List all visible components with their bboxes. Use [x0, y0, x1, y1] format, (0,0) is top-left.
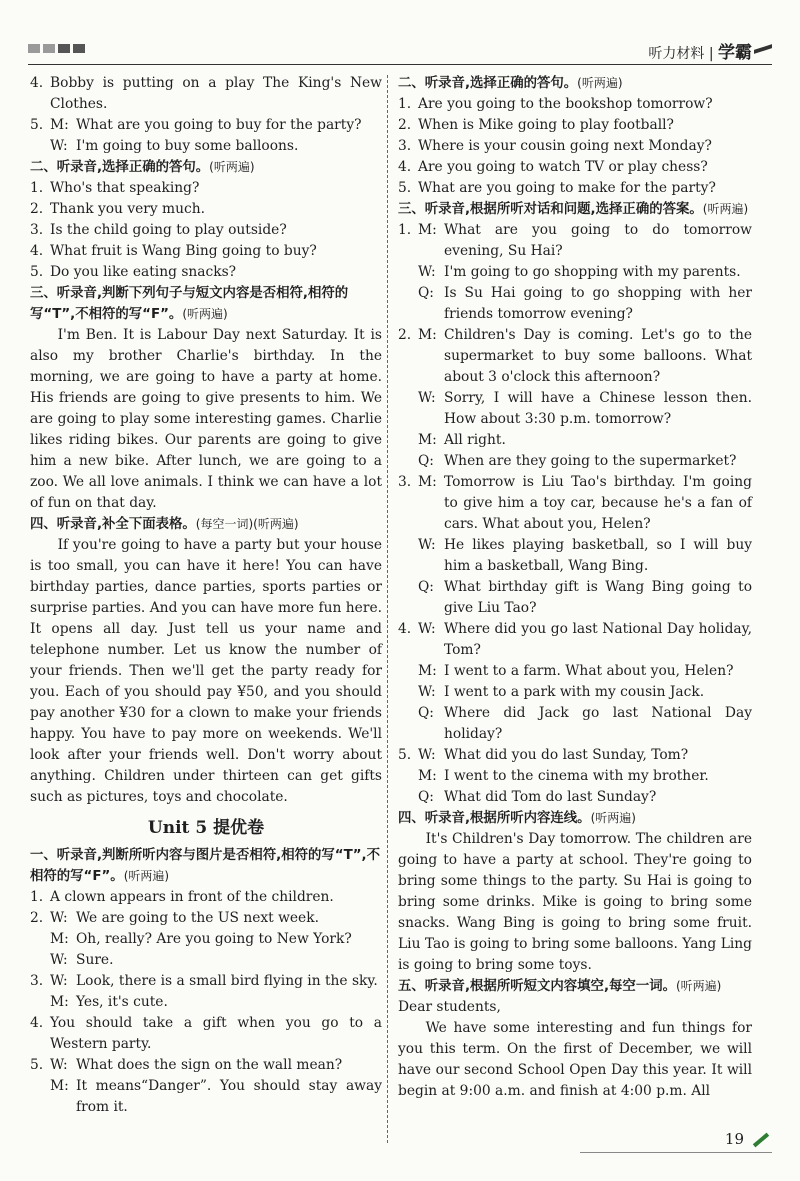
dialogue-line: Q: Where did Jack go last National Day holiday? [418, 705, 752, 742]
list-item: 4. Bobby is putting on a play The King's New Clothes. [30, 75, 382, 112]
dialogue-line: M: Oh, really? Are you going to New York? [50, 931, 352, 947]
list-item: 5. Do you like eating snacks? [30, 264, 237, 280]
page-footer [725, 1130, 770, 1148]
passage: I'm Ben. It is Labour Day next Saturday. It is also my brother Charlie's birthday. In the morning, we are going to have a party at home. His friends are going to give presents to him. We are going to play some interesting games. Charlie likes riding bikes. Our parents are going to give him a new bike. After lunch, we are going to a zoo. We all love animals. I think we can have a lot of fun on that day. [30, 327, 382, 511]
dialogue-line: 3. W: Look, there is a small bird flying in the sky. [30, 973, 378, 989]
dialogue-line: 1. A clown appears in front of the children. [30, 889, 334, 905]
dialogue-line: W: I went to a park with my cousin Jack. [418, 684, 705, 700]
section-heading: 二、听录音,选择正确的答句。(听两遍) [398, 76, 623, 91]
column-divider [387, 75, 388, 1143]
section-heading: 四、听录音,补全下面表格。(每空一词)(听两遍) [30, 517, 299, 532]
header-rule [28, 64, 772, 65]
section-heading: 五、听录音,根据所听短文内容填空,每空一词。(听两遍) [398, 979, 722, 994]
header-brand: 学霸 [718, 43, 752, 63]
list-item: 4. Are you going to watch TV or play chess? [398, 159, 708, 175]
header-decoration [28, 44, 85, 53]
dialogue-line: 1. M: What are you going to do tomorrow evening, Su Hai? [398, 222, 752, 259]
passage: It's Children's Day tomorrow. The children are going to have a party at school. They're going to bring some things to the party. Su Hai is going to bring some drinks. Mike is going to bring some snacks. Wang Bing is going to bring some fruit. Liu Tao is going to bring some balloons. Yang Ling is going to bring some toys. [398, 831, 752, 973]
dialogue-line: M: It means“Danger”. You should stay away from it. [50, 1078, 382, 1115]
section-heading: 二、听录音,选择正确的答句。(听两遍) [30, 160, 255, 175]
dialogue-line: M: I went to the cinema with my brother. [418, 768, 709, 784]
dialogue-line: 2. W: We are going to the US next week. [30, 910, 319, 926]
section-heading: 三、听录音,根据所听对话和问题,选择正确的答案。(听两遍) [398, 202, 749, 217]
header-title: 听力材料 | 学霸 [648, 38, 772, 63]
dialogue-line: M: All right. [418, 432, 506, 448]
section-heading: 三、听录音,判断下列句子与短文内容是否相符,相符的写“T”,不相符的写“F”。(听两遍) [30, 286, 349, 322]
footer-rule [580, 1152, 772, 1153]
page-number: 19 [724, 1130, 744, 1148]
list-item: 4. What fruit is Wang Bing going to buy? [30, 243, 317, 259]
dialogue-line: 2. M: Children's Day is coming. Let's go to the supermarket to buy some balloons. What about 3 o'clock this afternoon? [398, 327, 752, 385]
left-column [30, 73, 382, 1118]
dialogue-line: W: I'm going to buy some balloons. [50, 138, 299, 154]
dialogue-line: M: I went to a farm. What about you, Helen? [418, 663, 734, 679]
header-label: 听力材料 [648, 46, 705, 62]
graduation-cap-icon [754, 44, 772, 65]
list-item: 3. Is the child going to play outside? [30, 222, 287, 238]
list-item: 1. Who's that speaking? [30, 180, 200, 196]
passage: If you're going to have a party but your house is too small, you can have it here! You can have birthday parties, dance parties, sports parties or surprise parties. And you can have more fun here. It opens all day. Just tell us your name and telephone number. Let us know the number of your friends. Then we'll get the party ready for you. Each of you should pay ¥50, and you should pay another ¥30 for a clown to make your friends happy. You have to pay more on weekends. We'll look after your friends well. Don't worry about anything. Children under thirteen can get gifts such as pictures, toys and chocolate. [30, 537, 382, 805]
dialogue-line: 4. You should take a gift when you go to a Western party. [30, 1015, 382, 1052]
dialogue-line: 5. W: What does the sign on the wall mean? [30, 1057, 343, 1073]
passage: We have some interesting and fun things for you this term. On the first of December, we will have our second School Open Day this year. It will begin at 9:00 a.m. and finish at 4:00 p.m. All [398, 1020, 752, 1099]
dialogue-line: W: Sure. [50, 952, 114, 968]
dialogue-line: 5. M: What are you going to buy for the party? [30, 117, 362, 133]
dialogue-line: 5. W: What did you do last Sunday, Tom? [398, 747, 689, 763]
unit-title: Unit 5 提优卷 [147, 818, 265, 838]
dialogue-line: Q: What did Tom do last Sunday? [418, 789, 657, 805]
dialogue-line: Q: When are they going to the supermarket? [418, 453, 737, 469]
pen-icon [753, 1133, 769, 1148]
page-header [28, 38, 772, 66]
list-item: 1. Are you going to the bookshop tomorrow? [398, 96, 713, 112]
dialogue-line: W: Sorry, I will have a Chinese lesson then. How about 3:30 p.m. tomorrow? [418, 390, 752, 427]
dialogue-line: Q: What birthday gift is Wang Bing going to give Liu Tao? [418, 579, 752, 616]
list-item: 2. When is Mike going to play football? [398, 117, 674, 133]
section-heading: 四、听录音,根据所听内容连线。(听两遍) [398, 811, 636, 826]
dialogue-line: 4. W: Where did you go last National Day holiday, Tom? [398, 621, 752, 658]
dialogue-line: W: He likes playing basketball, so I will buy him a basketball, Wang Bing. [418, 537, 752, 574]
list-item: 2. Thank you very much. [30, 201, 206, 217]
list-item: 5. What are you going to make for the party? [398, 180, 716, 196]
dialogue-line: 3. M: Tomorrow is Liu Tao's birthday. I'm going to give him a toy car, because he's a fan of cars. What about you, Helen? [398, 474, 752, 532]
letter-greeting: Dear students, [398, 999, 501, 1015]
list-item: 3. Where is your cousin going next Monday? [398, 138, 712, 154]
dialogue-line: W: I'm going to go shopping with my parents. [418, 264, 741, 280]
right-column [398, 73, 752, 1102]
dialogue-line: M: Yes, it's cute. [50, 994, 168, 1010]
section-heading: 一、听录音,判断所听内容与图片是否相符,相符的写“T”,不相符的写“F”。(听两遍) [30, 848, 380, 884]
dialogue-line: Q: Is Su Hai going to go shopping with her friends tomorrow evening? [418, 285, 752, 322]
